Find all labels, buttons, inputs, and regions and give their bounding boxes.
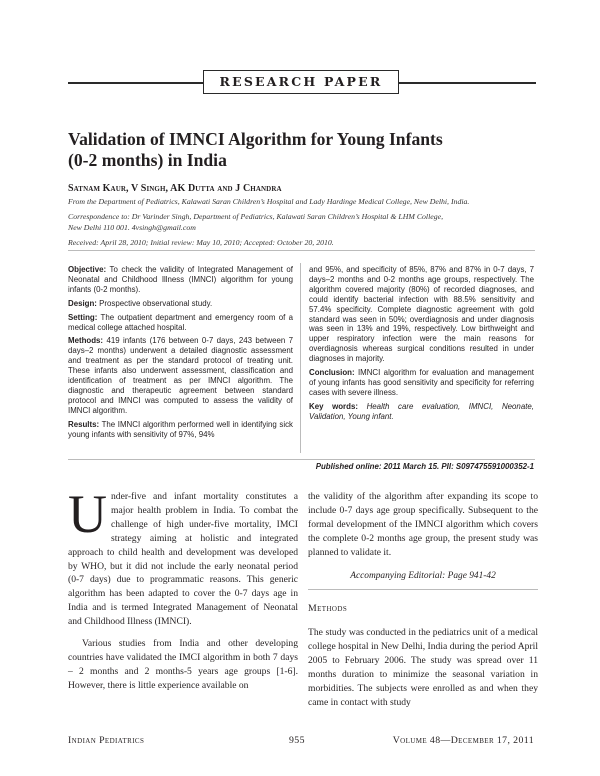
conclusion-text: IMNCI algorithm for evaluation and management of young infants has good sensitivity and specificity for referring cases with severe illness. bbox=[309, 368, 534, 397]
abstract-design bbox=[68, 299, 293, 309]
abstract-methods bbox=[68, 336, 293, 415]
correspondence-line-2: New Delhi 110 001. 4vsingh@gmail.com bbox=[68, 223, 196, 232]
objective-label: Objective: bbox=[68, 265, 107, 274]
intro-text: nder-five and infant mortality constitutes a major health problem in India. To combat the challenge of high under-five mortality, IMCI strategy aiming at holistic and integrated approach to child health and development was developed by WHO, but it did not include the early neonatal period (0-7 days) due to programmatic reasons. This generic algorithm has been adapted to cover the 0-7 days age in India and is termed Integrated Management of Neonatal and Childhood Illness (IMNCI). bbox=[68, 491, 298, 628]
section-divider bbox=[308, 589, 538, 590]
journal-name: Indian Pediatrics bbox=[68, 735, 145, 746]
methods-heading: Methods bbox=[308, 603, 348, 615]
results-text-start: The IMNCI algorithm performed well in identifying sick young infants with sensitivity of 97%, 94% bbox=[68, 419, 293, 439]
keywords-label: Key words: bbox=[309, 401, 358, 411]
affiliation: From the Department of Pediatrics, Kalawati Saran Children’s Hospital and Lady Hardinge Medical College, New Delhi, India. bbox=[68, 197, 470, 206]
design-label: Design: bbox=[68, 298, 97, 308]
header-rule-left bbox=[68, 82, 203, 84]
correspondence-line-1: Correspondence to: Dr Varinder Singh, Department of Pediatrics, Kalawati Saran Children’s Hospital & LHM College, bbox=[68, 212, 444, 221]
abstract-objective bbox=[68, 265, 293, 295]
body-column-right bbox=[308, 490, 538, 710]
intro-paragraph bbox=[68, 484, 298, 629]
abstract-results bbox=[68, 420, 293, 440]
keywords-text: Health care evaluation, IMNCI, Neonate, Validation, Young infant. bbox=[309, 401, 534, 421]
article-title bbox=[68, 129, 548, 171]
abstract-conclusion bbox=[309, 368, 534, 398]
header-rule-right bbox=[399, 82, 536, 84]
abstract-keywords bbox=[309, 402, 534, 422]
design-text: Prospective observational study. bbox=[99, 298, 213, 308]
page-number: 955 bbox=[289, 735, 305, 746]
section-label: RESEARCH PAPER bbox=[203, 70, 399, 94]
conclusion-label: Conclusion: bbox=[309, 368, 355, 378]
volume-date: Volume 48—December 17, 2011 bbox=[392, 735, 534, 746]
received-dates: Received: April 28, 2010; Initial review: May 10, 2010; Accepted: October 20, 2010. bbox=[68, 238, 334, 247]
abstract-column-divider bbox=[300, 263, 301, 453]
studies-paragraph: Various studies from India and other developing countries have validated the IMCI algorithm in both 7 days – 2 months and 2 months-5 years age groups [1-6]. However, there is little experience available on bbox=[68, 638, 298, 691]
title-line-2: (0-2 months) in India bbox=[68, 150, 227, 170]
validity-paragraph: the validity of the algorithm after expanding its scope to include 0-7 days age group specifically. Subsequent to the formal development of the IMNCI algorithm which covers the complete 0-2 months age group, the present study was planned to validate it. bbox=[308, 491, 538, 558]
title-line-1: Validation of IMNCI Algorithm for Young Infants bbox=[68, 129, 443, 149]
methods-text: 419 infants (176 between 0-7 days, 243 between 7 days–2 months) underwent a detailed diagnostic assessment and treatment as per the standard protocol of treating unit. These infants also underwent assessment, classification and identification of treatment as per IMNCI algorithm. The diagnostic and therapeutic agreement between standard protocol and IMNCI was computed to assess the validity of IMNCI algorithm. bbox=[68, 336, 293, 415]
results-text-continued: and 95%, and specificity of 85%, 87% and 87% in 0-7 days, 7 days–2 months and 0-2 months age groups, respectively. The algorithm covered majority (80%) of recorded diagnoses, and could identify bacterial infection with 88.5% sensitivity and 57.4% specificity. Complete diagnostic agreement with gold standard was seen in 50%; overdiagnosis and under diagnosis was seen in 13% and 19%, respectively. Low birthweight and upper respiratory infection were the main reasons for overdiagnosis whereas surgical conditions resulted in under diagnoses in majority. bbox=[309, 265, 534, 364]
body-column-left bbox=[68, 484, 298, 693]
accompanying-editorial: Accompanying Editorial: Page 941-42 bbox=[350, 570, 496, 581]
abstract-column-left bbox=[68, 265, 293, 444]
setting-text: The outpatient department and emergency room of a medical college attached hospital. bbox=[68, 312, 293, 332]
abstract-setting bbox=[68, 313, 293, 333]
results-label: Results: bbox=[68, 419, 100, 429]
author-list: Satnam Kaur, V Singh, AK Dutta and J Chandra bbox=[68, 183, 282, 194]
abstract-column-right bbox=[309, 265, 534, 426]
published-online: Published online: 2011 March 15. PII: S097475591000352-1 bbox=[315, 462, 534, 471]
drop-cap: U bbox=[68, 484, 107, 544]
objective-text: To check the validity of Integrated Management of Neonatal and Childhood Illness (IMNCI) algorithm for young infants (0-2 months). bbox=[68, 265, 293, 294]
setting-label: Setting: bbox=[68, 312, 98, 322]
methods-label: Methods: bbox=[68, 336, 104, 346]
methods-paragraph: The study was conducted in the pediatrics unit of a medical college hospital in New Delhi, India during the period April 2005 to February 2006. The study was spread over 11 months duration to minimize the seasonal variation in morbidities. The subjects were enrolled as and when they came in contact with study bbox=[308, 627, 538, 708]
